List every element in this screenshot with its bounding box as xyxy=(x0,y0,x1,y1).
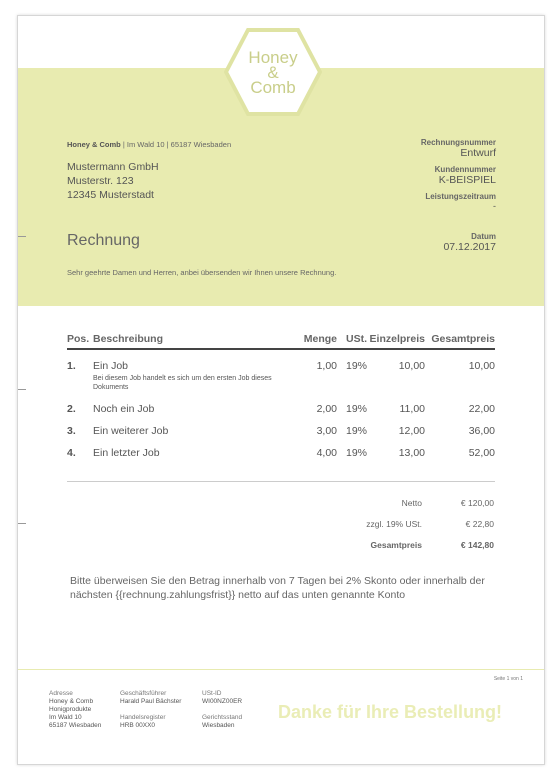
row-pos: 3. xyxy=(67,425,76,437)
footer-address-line: 65187 Wiesbaden xyxy=(49,722,102,729)
fold-mark xyxy=(18,389,26,390)
col-header-pos: Pos. xyxy=(67,331,93,349)
invoice-number-label: Rechnungsnummer xyxy=(420,138,496,147)
row-unit-price: 10,00 xyxy=(398,360,425,372)
row-description: Noch ein Job xyxy=(93,403,155,415)
items-table xyxy=(67,331,495,459)
totals-block xyxy=(314,498,494,561)
vat-label: zzgl. 19% USt. xyxy=(366,519,422,529)
brand-logo xyxy=(224,28,322,116)
date-value: 07.12.2017 xyxy=(443,241,496,253)
page-number: Seite 1 von 1 xyxy=(493,676,523,682)
period-value: - xyxy=(493,201,496,211)
footer-court-label: Gerichtsstand xyxy=(202,714,243,721)
totals-row-vat xyxy=(314,519,494,540)
row-pos: 2. xyxy=(67,403,76,415)
invoice-page xyxy=(17,15,545,765)
row-quantity: 2,00 xyxy=(316,403,337,415)
customer-number: K-BEISPIEL xyxy=(438,174,496,186)
table-row xyxy=(67,392,495,415)
table-row xyxy=(67,437,495,459)
row-description: Ein weiterer Job xyxy=(93,425,169,437)
row-subtext: Bei diesem Job handelt es sich um den ersten Job dieses Dokuments xyxy=(93,375,272,391)
footer-ceo-label: Geschäftsführer xyxy=(120,690,167,697)
row-unit-price: 11,00 xyxy=(399,403,425,415)
row-unit-price: 13,00 xyxy=(398,447,425,459)
logo-line: Comb xyxy=(250,78,296,97)
row-total: 52,00 xyxy=(468,447,495,459)
footer-address-label: Adresse xyxy=(49,690,73,697)
net-label: Netto xyxy=(401,498,422,508)
footer-management xyxy=(120,690,181,730)
row-quantity: 1,00 xyxy=(316,360,337,372)
recipient-address xyxy=(67,160,159,202)
row-description xyxy=(93,349,292,392)
logo-line: & xyxy=(267,63,279,82)
row-vat: 19% xyxy=(345,447,367,459)
col-header-unit-price: Einzelpreis xyxy=(367,331,425,349)
col-header-total-price: Gesamtpreis xyxy=(425,331,495,349)
footer-address xyxy=(49,690,101,730)
row-vat: 19% xyxy=(345,360,367,372)
footer-legal xyxy=(202,690,242,730)
payment-terms: Bitte überweisen Sie den Betrag innerhalb von 7 Tagen bei 2% Skonto oder innerhalb der nächsten {{rechnung.zahlungsfrist}} netto auf das unten genannte Konto xyxy=(70,575,485,601)
date-block xyxy=(336,232,496,253)
footer-register-label: Handelsregister xyxy=(120,714,166,721)
gross-label: Gesamtpreis xyxy=(370,540,422,550)
col-header-quantity: Menge xyxy=(292,331,337,349)
row-description: Ein letzter Job xyxy=(93,447,160,459)
period-label: Leistungszeitraum xyxy=(425,192,496,201)
footer-address-line: Im Wald 10 xyxy=(49,714,82,721)
sender-address: | Im Wald 10 | 65187 Wiesbaden xyxy=(120,140,232,149)
totals-row-gross xyxy=(314,540,494,561)
table-row xyxy=(67,415,495,437)
fold-mark xyxy=(18,523,26,524)
row-total: 22,00 xyxy=(468,403,495,415)
recipient-line: Musterstr. 123 xyxy=(67,175,134,187)
sender-company: Honey & Comb xyxy=(67,140,121,149)
row-vat: 19% xyxy=(345,403,367,415)
gross-value: € 142,80 xyxy=(460,540,494,550)
row-unit-price: 12,00 xyxy=(398,425,425,437)
footer-register: HRB 00XX0 xyxy=(120,722,156,729)
vat-value: € 22,80 xyxy=(465,519,494,529)
invoice-number: Entwurf xyxy=(460,147,496,159)
col-header-description: Beschreibung xyxy=(93,331,292,349)
row-vat: 19% xyxy=(345,425,367,437)
invoice-meta xyxy=(336,138,496,211)
row-pos: 1. xyxy=(67,360,76,372)
row-title: Ein Job xyxy=(93,360,129,372)
logo-text xyxy=(224,50,322,95)
logo-line: Honey xyxy=(248,48,298,67)
fold-mark xyxy=(18,236,26,237)
footer-ceo: Harald Paul Bächster xyxy=(120,698,182,705)
recipient-line: 12345 Musterstadt xyxy=(67,189,154,201)
table-header-row xyxy=(67,331,495,349)
footer-court: Wiesbaden xyxy=(202,722,235,729)
date-label: Datum xyxy=(471,232,496,241)
row-total: 36,00 xyxy=(468,425,495,437)
col-header-vat: USt. xyxy=(337,331,367,349)
totals-row-net xyxy=(314,498,494,519)
footer-address-line: Honigprodukte xyxy=(49,706,92,713)
row-quantity: 3,00 xyxy=(316,425,337,437)
intro-text: Sehr geehrte Damen und Herren, anbei übersenden wir Ihnen unsere Rechnung. xyxy=(67,268,337,277)
footer-vat: WI00NZ00ER xyxy=(202,698,243,705)
row-total: 10,00 xyxy=(468,360,495,372)
row-pos: 4. xyxy=(67,447,76,459)
footer-address-line: Honey & Comb xyxy=(49,698,94,705)
footer-vat-label: USt-ID xyxy=(202,690,222,697)
document-title: Rechnung xyxy=(67,232,140,249)
thank-you-text: Danke für Ihre Bestellung! xyxy=(278,702,503,722)
customer-number-label: Kundennummer xyxy=(434,165,496,174)
net-value: € 120,00 xyxy=(460,498,494,508)
footer-divider xyxy=(18,669,544,670)
table-divider xyxy=(67,481,495,482)
table-row xyxy=(67,349,495,392)
recipient-line: Mustermann GmbH xyxy=(67,161,159,173)
sender-line xyxy=(67,140,231,149)
row-quantity: 4,00 xyxy=(316,447,337,459)
